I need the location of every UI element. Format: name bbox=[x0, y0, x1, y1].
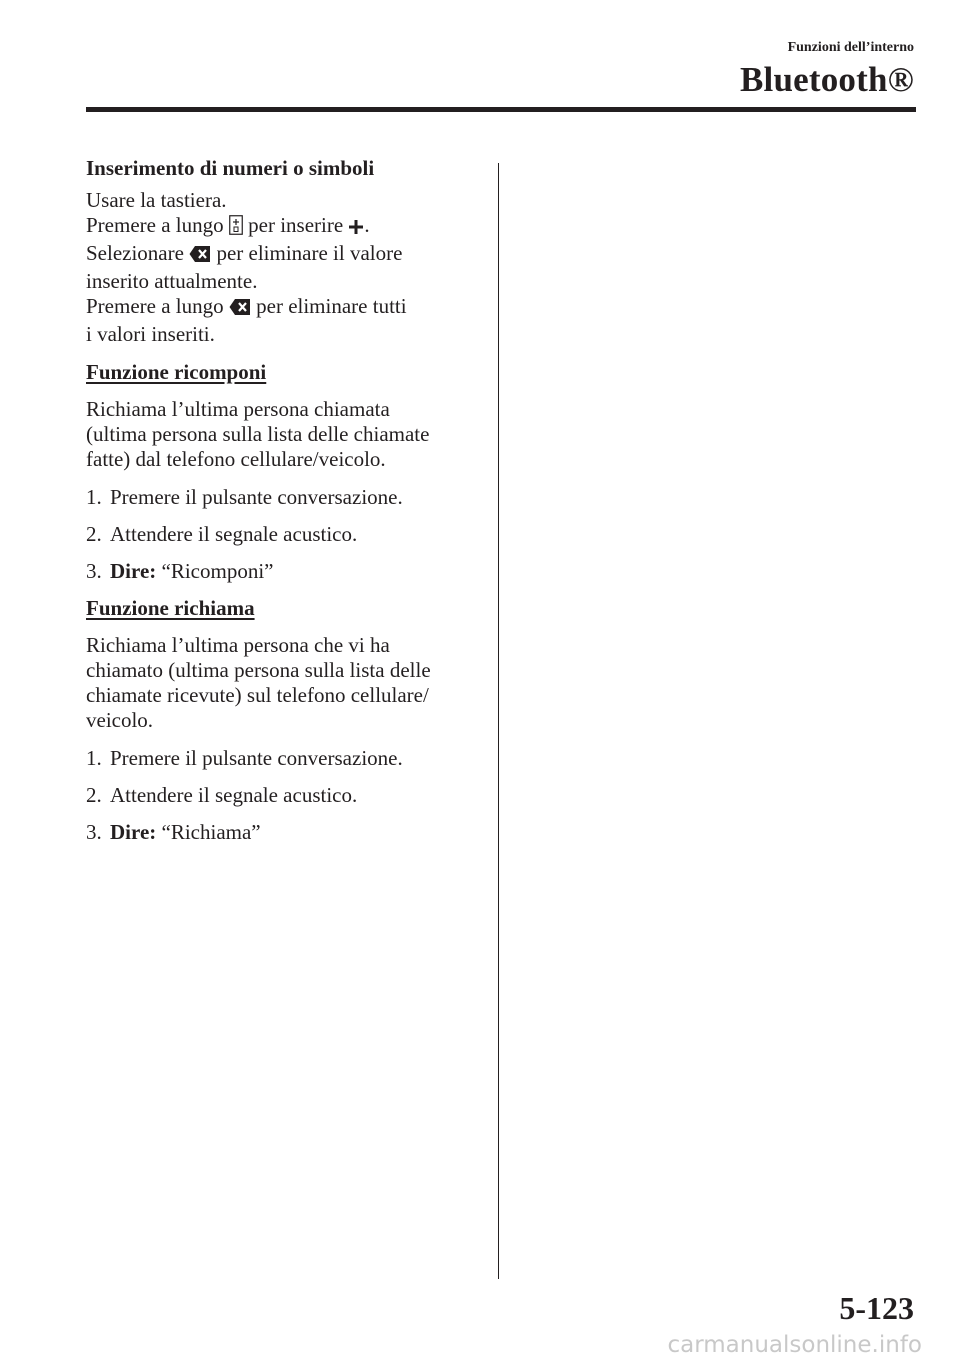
redial-description: Richiama l’ultima persona chiamata (ultima persona sulla lista delle chiamate fatte) dal telefono cellulare/veicolo. bbox=[86, 397, 430, 471]
redial-step: 2. Attendere il segnale acustico. bbox=[86, 522, 358, 546]
callback-step: 2. Attendere il segnale acustico. bbox=[86, 783, 358, 807]
zero-plus-key-icon bbox=[229, 215, 243, 241]
callback-heading: Funzione richiama bbox=[86, 596, 255, 620]
redial-heading: Funzione ricomponi bbox=[86, 360, 267, 384]
backspace-icon bbox=[229, 297, 251, 322]
header-rule bbox=[86, 107, 916, 112]
plus-icon bbox=[348, 216, 364, 241]
redial-step: 3. Dire: “Ricomponi” bbox=[86, 559, 274, 583]
left-column bbox=[86, 156, 476, 857]
header-section: Funzioni dell’interno bbox=[787, 40, 914, 55]
intro-line-4: inserito attualmente. bbox=[86, 269, 258, 293]
watermark: carmanualsonline.info bbox=[667, 1332, 922, 1358]
column-divider bbox=[498, 163, 499, 1279]
subsection-title: Inserimento di numeri o simboli bbox=[86, 156, 375, 180]
callback-step: 1. Premere il pulsante conversazione. bbox=[86, 746, 403, 770]
page-title: Bluetooth® bbox=[740, 60, 914, 99]
intro-line-2: Premere a lungo per inserire . bbox=[86, 213, 476, 241]
intro-line-1: Usare la tastiera. bbox=[86, 188, 227, 212]
redial-step: 1. Premere il pulsante conversazione. bbox=[86, 485, 403, 509]
intro-line-5: Premere a lungo per eliminare tutti bbox=[86, 294, 476, 322]
backspace-icon bbox=[189, 244, 211, 269]
callback-step: 3. Dire: “Richiama” bbox=[86, 820, 261, 844]
page-number: 5-123 bbox=[839, 1290, 914, 1326]
intro-line-3: Selezionare per eliminare il valore bbox=[86, 241, 476, 269]
intro-line-6: i valori inseriti. bbox=[86, 322, 215, 346]
callback-description: Richiama l’ultima persona che vi ha chiamato (ultima persona sulla lista delle chiamate ricevute) sul telefono cellulare/ veicolo. bbox=[86, 633, 431, 732]
